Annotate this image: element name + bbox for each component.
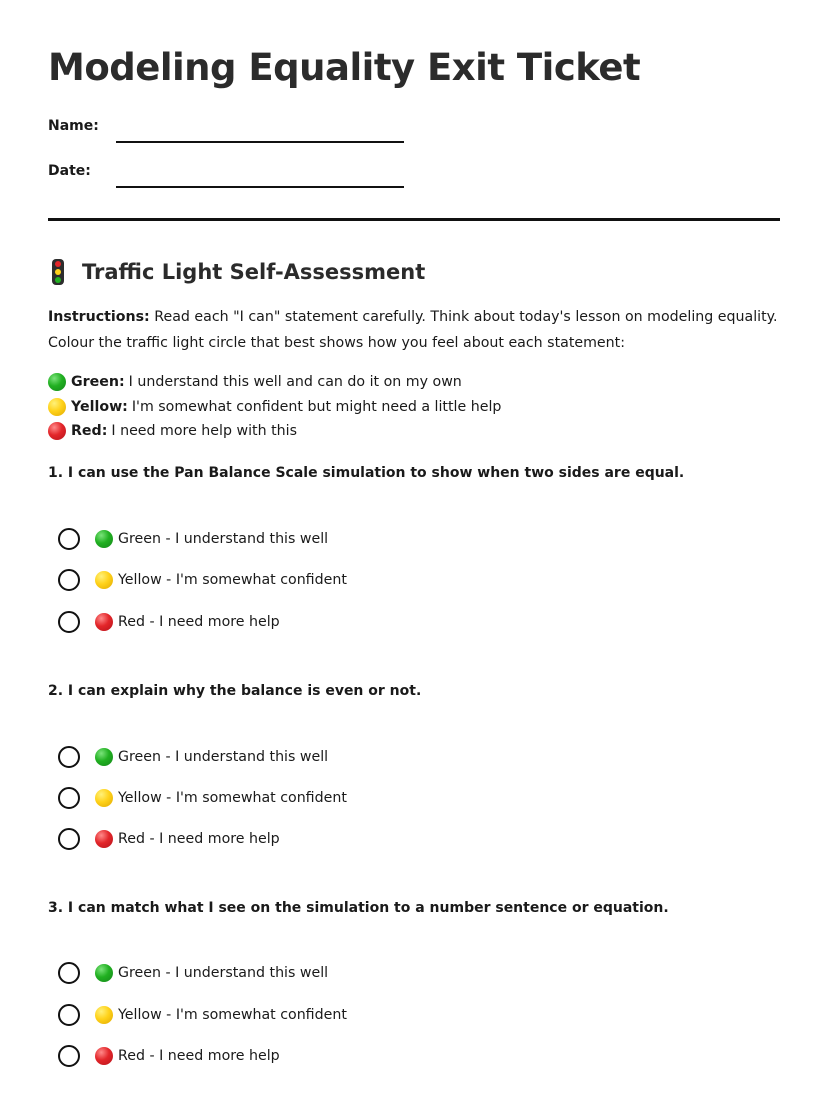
question-3: 3. I can match what I see on the simulation to a number sentence or equation.	[48, 900, 669, 916]
legend-item-green	[48, 370, 501, 395]
name-input-line[interactable]	[116, 141, 404, 143]
traffic-light-icon	[52, 259, 64, 285]
red-circle-icon	[95, 613, 113, 631]
legend-item-red	[48, 419, 501, 444]
red-circle-icon	[95, 1047, 113, 1065]
q3-option-green[interactable]	[58, 960, 328, 986]
q3-green-radio[interactable]	[58, 962, 80, 984]
green-circle-icon	[95, 748, 113, 766]
legend-label: Green:	[71, 374, 125, 391]
date-field	[48, 163, 408, 193]
instructions-label: Instructions:	[48, 309, 150, 325]
legend-label: Red:	[71, 423, 108, 440]
option-label: Green - I understand this well	[118, 749, 329, 765]
section-heading	[48, 257, 425, 287]
section-title: Traffic Light Self-Assessment	[82, 260, 426, 284]
yellow-circle-icon	[48, 398, 66, 416]
q2-yellow-radio[interactable]	[58, 787, 80, 809]
q3-option-yellow[interactable]	[58, 1002, 347, 1028]
q2-option-yellow[interactable]	[58, 785, 347, 811]
red-circle-icon	[48, 422, 66, 440]
q1-green-radio[interactable]	[58, 528, 80, 550]
legend-text: I understand this well and can do it on my own	[128, 374, 462, 391]
q1-option-yellow[interactable]	[58, 567, 347, 593]
green-circle-icon	[95, 964, 113, 982]
legend-text: I need more help with this	[111, 423, 297, 440]
q3-option-red[interactable]	[58, 1043, 280, 1069]
legend-text: I'm somewhat confident but might need a little help	[131, 398, 502, 415]
yellow-circle-icon	[95, 1006, 113, 1024]
option-label: Yellow - I'm somewhat confident	[118, 572, 347, 588]
option-label: Yellow - I'm somewhat confident	[118, 1007, 347, 1023]
instructions-text: Read each "I can" statement carefully. Think about today's lesson on modeling equality. Colour the traffic light circle that best shows how you feel about each statement:	[48, 309, 778, 351]
legend-item-yellow	[48, 395, 501, 420]
date-input-line[interactable]	[116, 186, 404, 188]
q2-option-green[interactable]	[58, 744, 328, 770]
color-legend	[48, 370, 501, 444]
q2-option-red[interactable]	[58, 826, 280, 852]
section-divider	[48, 218, 780, 221]
question-2: 2. I can explain why the balance is even or not.	[48, 683, 422, 699]
option-label: Yellow - I'm somewhat confident	[118, 790, 347, 806]
green-circle-icon	[48, 373, 66, 391]
q3-red-radio[interactable]	[58, 1045, 80, 1067]
yellow-circle-icon	[95, 571, 113, 589]
q3-yellow-radio[interactable]	[58, 1004, 80, 1026]
yellow-circle-icon	[95, 789, 113, 807]
instructions	[48, 304, 780, 356]
name-label: Name:	[48, 118, 99, 134]
red-circle-icon	[95, 830, 113, 848]
date-label: Date:	[48, 163, 91, 179]
option-label: Red - I need more help	[118, 1048, 280, 1064]
name-field	[48, 118, 408, 148]
legend-label: Yellow:	[71, 398, 128, 415]
q1-yellow-radio[interactable]	[58, 569, 80, 591]
q1-option-green[interactable]	[58, 526, 328, 552]
q1-red-radio[interactable]	[58, 611, 80, 633]
option-label: Green - I understand this well	[118, 531, 329, 547]
green-circle-icon	[95, 530, 113, 548]
option-label: Red - I need more help	[118, 831, 280, 847]
q2-red-radio[interactable]	[58, 828, 80, 850]
option-label: Red - I need more help	[118, 614, 280, 630]
q2-green-radio[interactable]	[58, 746, 80, 768]
question-1: 1. I can use the Pan Balance Scale simulation to show when two sides are equal.	[48, 465, 685, 481]
page-title: Modeling Equality Exit Ticket	[48, 46, 641, 89]
option-label: Green - I understand this well	[118, 965, 329, 981]
q1-option-red[interactable]	[58, 609, 280, 635]
